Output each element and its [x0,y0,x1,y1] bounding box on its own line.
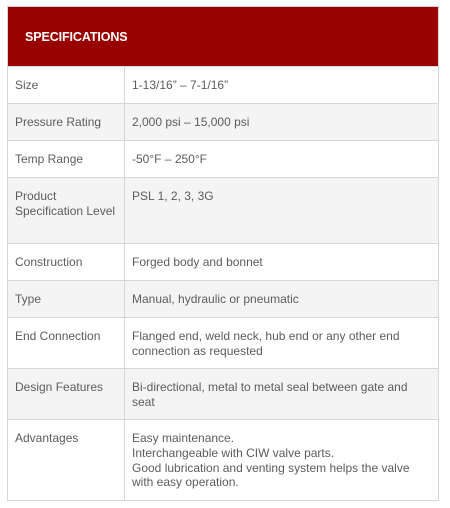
table-row-advantages [8,420,438,500]
table-row-type [8,281,438,318]
row-value: -50°F – 250°F [125,141,439,178]
specifications-table [8,66,438,500]
row-label: Type [8,281,125,318]
specifications-title: SPECIFICATIONS [25,29,128,44]
row-value: 1-13/16” – 7-1/16” [125,67,439,104]
specifications-header [8,7,438,66]
row-label: End Connection [8,318,125,369]
table-row-end-connection [8,318,438,369]
row-label: Pressure Rating [8,104,125,141]
row-value: Easy maintenance. Interchangeable with CIW valve parts. Good lubrication and venting system helps the valve with easy operation. [125,420,439,500]
specifications-table-panel [7,6,439,501]
table-row-design-features [8,369,438,420]
row-label: Product Specification Level [8,178,125,244]
row-label: Design Features [8,369,125,420]
row-label: Temp Range [8,141,125,178]
table-row-construction [8,244,438,281]
row-label: Construction [8,244,125,281]
table-row-pressure-rating [8,104,438,141]
table-row-product-specification-level [8,178,438,244]
row-value: Forged body and bonnet [125,244,439,281]
row-label: Size [8,67,125,104]
row-value: PSL 1, 2, 3, 3G [125,178,439,244]
table-row-temp-range [8,141,438,178]
row-label: Advantages [8,420,125,500]
table-row-size [8,67,438,104]
row-value: Bi-directional, metal to metal seal between gate and seat [125,369,439,420]
row-value: Manual, hydraulic or pneumatic [125,281,439,318]
row-value: 2,000 psi – 15,000 psi [125,104,439,141]
row-value: Flanged end, weld neck, hub end or any other end connection as requested [125,318,439,369]
